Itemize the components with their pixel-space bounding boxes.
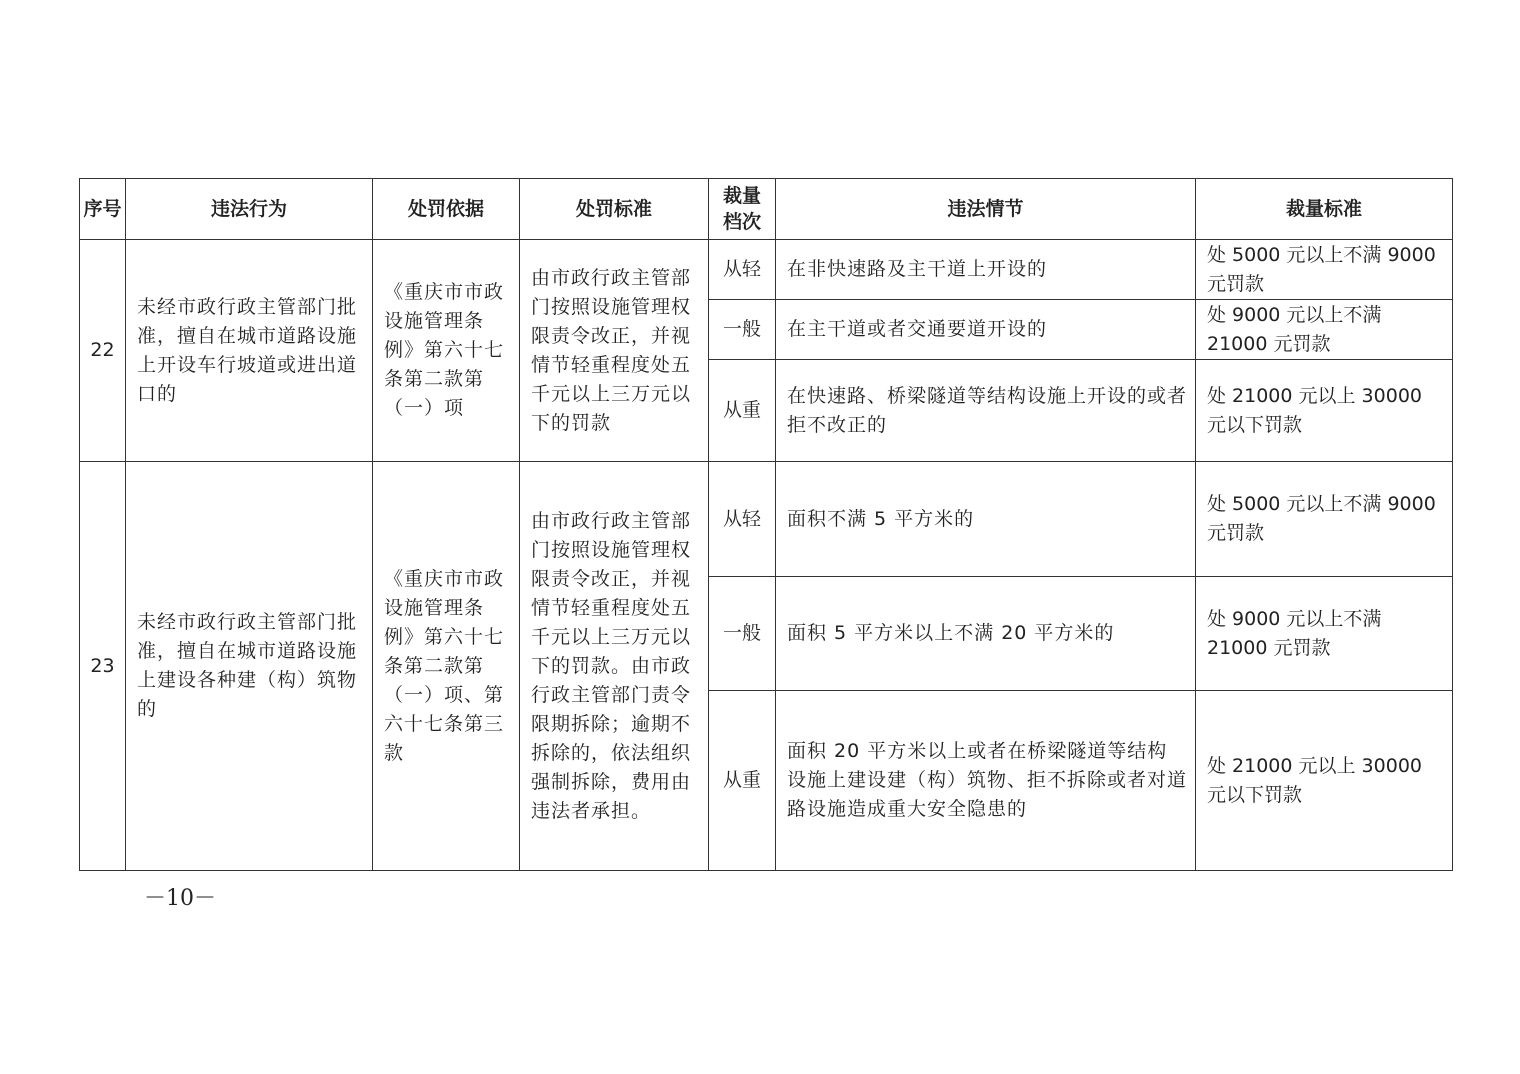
header-row bbox=[80, 179, 1453, 240]
violation-behavior: 未经市政行政主管部门批准，擅自在城市道路设施上开设车行坡道或进出道口的 bbox=[126, 240, 373, 462]
violation-behavior: 未经市政行政主管部门批准，擅自在城市道路设施上建设各种建（构）筑物的 bbox=[126, 462, 373, 871]
penalty-basis: 《重庆市市政设施管理条例》第六十七条第二款第（一）项、第六十七条第三款 bbox=[373, 462, 520, 871]
discretion-result: 处 9000 元以上不满 21000 元罚款 bbox=[1196, 577, 1453, 691]
discretion-level: 从轻 bbox=[709, 462, 776, 577]
header-result: 裁量标准 bbox=[1196, 179, 1453, 240]
discretion-result: 处 9000 元以上不满 21000 元罚款 bbox=[1196, 300, 1453, 360]
header-standard: 处罚标准 bbox=[520, 179, 709, 240]
discretion-result: 处 21000 元以上 30000 元以下罚款 bbox=[1196, 360, 1453, 462]
violation-circumstance: 面积不满 5 平方米的 bbox=[776, 462, 1196, 577]
header-behavior: 违法行为 bbox=[126, 179, 373, 240]
table-row bbox=[80, 462, 1453, 577]
row-number: 22 bbox=[80, 240, 126, 462]
penalty-basis: 《重庆市市政设施管理条例》第六十七条第二款第（一）项 bbox=[373, 240, 520, 462]
table-row bbox=[80, 240, 1453, 300]
penalty-standard: 由市政行政主管部门按照设施管理权限责令改正，并视情节轻重程度处五千元以上三万元以下的罚款。由市政行政主管部门责令限期拆除；逾期不拆除的，依法组织强制拆除，费用由违法者承担。 bbox=[520, 462, 709, 871]
penalty-discretion-table bbox=[79, 178, 1453, 871]
page-number: －10－ bbox=[144, 886, 216, 911]
violation-circumstance: 在非快速路及主干道上开设的 bbox=[776, 240, 1196, 300]
row-number: 23 bbox=[80, 462, 126, 871]
header-level: 裁量档次 bbox=[709, 179, 776, 240]
discretion-level: 从重 bbox=[709, 691, 776, 871]
discretion-level: 一般 bbox=[709, 300, 776, 360]
header-num: 序号 bbox=[80, 179, 126, 240]
discretion-level: 从轻 bbox=[709, 240, 776, 300]
discretion-result: 处 5000 元以上不满 9000 元罚款 bbox=[1196, 462, 1453, 577]
discretion-level: 一般 bbox=[709, 577, 776, 691]
violation-circumstance: 面积 5 平方米以上不满 20 平方米的 bbox=[776, 577, 1196, 691]
violation-circumstance: 面积 20 平方米以上或者在桥梁隧道等结构设施上建设建（构）筑物、拒不拆除或者对道路设施造成重大安全隐患的 bbox=[776, 691, 1196, 871]
discretion-result: 处 21000 元以上 30000 元以下罚款 bbox=[1196, 691, 1453, 871]
violation-circumstance: 在主干道或者交通要道开设的 bbox=[776, 300, 1196, 360]
discretion-level: 从重 bbox=[709, 360, 776, 462]
violation-circumstance: 在快速路、桥梁隧道等结构设施上开设的或者拒不改正的 bbox=[776, 360, 1196, 462]
discretion-result: 处 5000 元以上不满 9000 元罚款 bbox=[1196, 240, 1453, 300]
penalty-standard: 由市政行政主管部门按照设施管理权限责令改正，并视情节轻重程度处五千元以上三万元以下的罚款 bbox=[520, 240, 709, 462]
header-circumstance: 违法情节 bbox=[776, 179, 1196, 240]
header-basis: 处罚依据 bbox=[373, 179, 520, 240]
